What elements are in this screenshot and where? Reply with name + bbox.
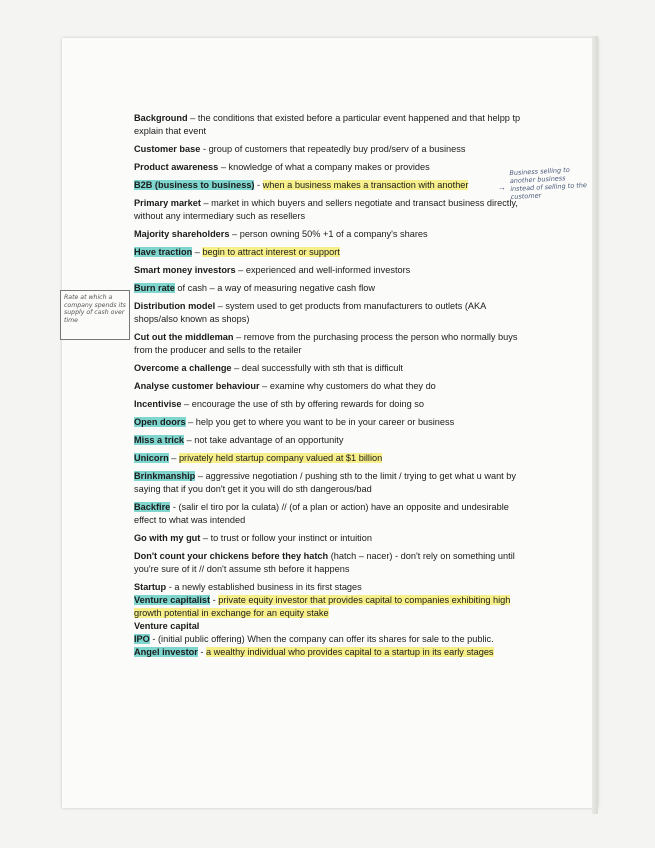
term: Overcome a challenge — [134, 363, 232, 373]
separator: – — [200, 198, 212, 208]
definition: begin to attract interest or support — [202, 247, 340, 257]
separator: - — [166, 582, 175, 592]
term: Miss a trick — [134, 435, 185, 445]
definition: private equity investor that provides capital to companies exhibiting high growth potential in exchange for an equity stake — [134, 595, 511, 618]
term: Startup — [134, 582, 167, 592]
definition: help you get to where you want to be in your career or business — [195, 417, 455, 427]
entry-smart-money — [134, 264, 524, 277]
entry-venture-capital — [134, 620, 524, 633]
entry-startup — [134, 581, 524, 594]
entry-product-awareness — [134, 161, 524, 174]
definition: (initial public offering) When the company can offer its shares for sale to the public. — [158, 634, 494, 644]
definition: privately held startup company valued at $1 billion — [178, 453, 383, 463]
entry-chickens — [134, 550, 524, 576]
separator: – — [195, 471, 206, 481]
entry-incentivise — [134, 398, 524, 411]
separator: – — [181, 399, 192, 409]
entry-backfire — [134, 501, 524, 527]
definition: a newly established business in its first stages — [174, 582, 362, 592]
term: Venture capitalist — [134, 595, 211, 605]
definition: examine why customers do what they do — [269, 381, 436, 391]
separator: - — [197, 647, 206, 657]
definition: aggressive negotiation / pushing sth to the limit / trying to get what u want by saying that if you don't get it you will do sth dangerous/bad — [134, 471, 516, 494]
definition: deal successfully with sth that is difficult — [241, 363, 403, 373]
term: Customer base — [134, 144, 201, 154]
entry-customer-base — [134, 143, 524, 156]
separator: – — [200, 533, 211, 543]
separator: – — [259, 381, 270, 391]
entry-overcome-challenge — [134, 362, 524, 375]
separator: – — [187, 113, 198, 123]
entry-b2b — [134, 179, 524, 192]
entry-distribution-model — [134, 300, 524, 326]
term: Primary market — [134, 198, 201, 208]
term: Incentivise — [134, 399, 182, 409]
entry-brinkmanship — [134, 470, 524, 496]
definition: the conditions that existed before a particular event happened and that helpp tp explain that event — [134, 113, 521, 136]
entry-venture-capitalist — [134, 594, 524, 620]
term: Background — [134, 113, 188, 123]
definition: encourage the use of sth by offering rewards for doing so — [191, 399, 424, 409]
term: IPO — [134, 634, 150, 644]
term: Burn rate — [134, 283, 175, 293]
separator: – — [233, 332, 244, 342]
entry-primary-market — [134, 197, 524, 223]
entry-miss-a-trick — [134, 434, 524, 447]
entry-ipo — [134, 633, 524, 646]
paper-edge — [592, 36, 598, 814]
entry-burn-rate — [134, 282, 524, 295]
definition: (salir el tiro por la culata) // (of a plan or action) have an opposite and undesirable effect to what was intended — [134, 502, 509, 525]
separator: – — [218, 162, 229, 172]
entry-analyse-customer — [134, 380, 524, 393]
definition: person owning 50% +1 of a company's shares — [239, 229, 428, 239]
definition: of cash – a way of measuring negative cash flow — [177, 283, 376, 293]
definition: market in which buyers and sellers negotiate and transact business directly, without any intermediary such as resellers — [134, 198, 518, 221]
separator: – — [168, 453, 179, 463]
handwritten-note-burn-rate: Rate at which a company spends its supply of cash over time — [60, 290, 130, 340]
entry-majority-shareholders — [134, 228, 524, 241]
separator: – — [235, 265, 246, 275]
separator: - — [149, 634, 158, 644]
separator: - — [200, 144, 209, 154]
definition: remove from the purchasing process the person who normally buys from the producer and sells to the retailer — [134, 332, 518, 355]
definition: a wealthy individual who provides capital to a startup in its early stages — [206, 647, 494, 657]
definition: system used to get products from manufacturers to outlets (AKA shops/also known as shops) — [134, 301, 486, 324]
vocabulary-list — [134, 112, 524, 664]
term: Have traction — [134, 247, 193, 257]
separator: - — [210, 595, 219, 605]
term: Angel investor — [134, 647, 198, 657]
term: Brinkmanship — [134, 471, 196, 481]
term: Product awareness — [134, 162, 219, 172]
definition: group of customers that repeatedly buy prod/serv of a business — [208, 144, 466, 154]
term: Cut out the middleman — [134, 332, 234, 342]
separator: – — [229, 229, 240, 239]
term: Distribution model — [134, 301, 216, 311]
definition: not take advantage of an opportunity — [194, 435, 344, 445]
term: Open doors — [134, 417, 186, 427]
arrow-icon: → — [498, 183, 506, 192]
definition: to trust or follow your instinct or intuition — [210, 533, 372, 543]
separator: – — [215, 301, 226, 311]
entry-open-doors — [134, 416, 524, 429]
term: Go with my gut — [134, 533, 201, 543]
handwritten-note-b2b: Business selling to another business instead of selling to the customer — [509, 165, 588, 202]
entry-have-traction — [134, 246, 524, 259]
separator: – — [231, 363, 242, 373]
definition: experienced and well-informed investors — [245, 265, 411, 275]
separator: – — [185, 417, 196, 427]
term: B2B (business to business) — [134, 180, 255, 190]
definition: knowledge of what a company makes or provides — [228, 162, 430, 172]
separator: – — [184, 435, 195, 445]
separator: - — [170, 502, 179, 512]
definition: (hatch – nacer) - don't rely on something until you're sure of it // don't assume sth before it happens — [134, 551, 515, 574]
term: Venture capital — [134, 621, 200, 631]
entry-angel-investor — [134, 646, 524, 659]
term: Majority shareholders — [134, 229, 230, 239]
term: Don't count your chickens before they hatch — [134, 551, 329, 561]
entry-cut-out-middleman — [134, 331, 524, 357]
entry-background — [134, 112, 524, 138]
entry-unicorn — [134, 452, 524, 465]
separator: – — [192, 247, 203, 257]
term: Analyse customer behaviour — [134, 381, 260, 391]
term: Backfire — [134, 502, 171, 512]
entry-go-with-gut — [134, 532, 524, 545]
separator: - — [254, 180, 263, 190]
definition: when a business makes a transaction with another — [262, 180, 469, 190]
term: Unicorn — [134, 453, 169, 463]
term: Smart money investors — [134, 265, 236, 275]
